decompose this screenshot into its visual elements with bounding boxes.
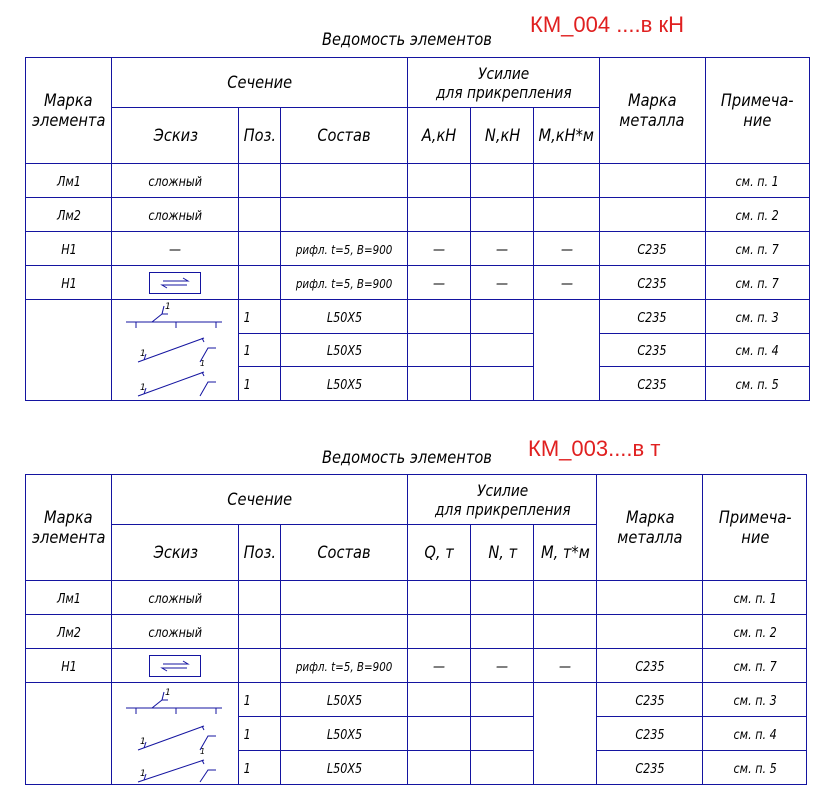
cell-eskiz: сложный (148, 626, 203, 641)
cell-force-1 (408, 367, 471, 401)
svg-text:1: 1 (140, 768, 147, 779)
cell-mark: Лм1 (56, 592, 81, 607)
svg-text:1: 1 (200, 359, 206, 368)
header-sechenie: Сечение (112, 475, 408, 525)
cell-note: см. п. 3 (733, 694, 777, 709)
table-row (26, 164, 810, 198)
cell-force-1: — (433, 276, 446, 292)
cell-note: см. п. 4 (735, 344, 779, 360)
cell-force-1 (408, 717, 471, 751)
cell-force-1 (408, 683, 471, 717)
cell-metal: С235 (637, 243, 667, 258)
cell-sostav: рифл. t=5, B=900 (296, 277, 393, 291)
cell-sostav: L50X5 (326, 694, 362, 709)
cell-metal: С235 (635, 660, 665, 675)
cell-force-3 (534, 683, 597, 785)
header-eskiz: Эскиз (112, 108, 239, 164)
cell-sostav: L50X5 (326, 310, 362, 326)
cell-force-1: — (433, 242, 446, 258)
table-row (26, 649, 807, 683)
svg-text:1: 1 (140, 383, 147, 393)
elements-table (25, 57, 810, 401)
header-force-2: N, т (471, 525, 534, 581)
cell-force-1 (408, 333, 471, 367)
cell-note: см. п. 7 (735, 277, 779, 292)
header-force-1: Q, т (408, 525, 471, 581)
cell-poz: 1 (243, 378, 252, 394)
cell-metal: С235 (637, 378, 667, 394)
cell-mark: Н1 (60, 660, 77, 675)
cell-note: см. п. 1 (735, 175, 779, 190)
table-row (26, 615, 807, 649)
header-primechanie: Примеча- ние (703, 475, 807, 581)
cell-mark: Н1 (60, 243, 77, 258)
header-usilie: Усилие для прикрепления (408, 475, 597, 525)
plate-section-icon (149, 272, 201, 294)
cell-note: см. п. 7 (733, 660, 777, 675)
header-usilie: Усилие для прикрепления (408, 58, 599, 108)
cell-mark: Лм2 (56, 626, 81, 641)
header-force-3: М, т*м (534, 525, 597, 581)
cell-note: см. п. 3 (735, 310, 779, 326)
svg-text:1: 1 (165, 687, 172, 698)
cell-force-1 (408, 751, 471, 785)
header-force-3: М,кН*м (534, 108, 599, 164)
cell-note: см. п. 1 (733, 592, 777, 607)
cell-force-2 (471, 683, 534, 717)
cell-metal: С235 (635, 728, 665, 743)
header-marka-elementa: Марка элемента (26, 475, 112, 581)
cell-force-1: — (433, 659, 446, 675)
cell-mark: Лм2 (56, 209, 81, 224)
cell-mark-empty (26, 683, 112, 785)
header-sechenie: Сечение (112, 58, 408, 108)
cell-eskiz: — (169, 242, 182, 258)
cell-force-2: — (496, 242, 509, 258)
header-poz: Поз. (239, 525, 281, 581)
table-label: КМ_003....в т (528, 436, 661, 461)
table-row (26, 266, 810, 300)
cell-poz: 1 (243, 762, 252, 777)
cell-poz: 1 (243, 344, 252, 360)
cell-eskiz: сложный (148, 175, 203, 190)
table-title: Ведомость элементов (322, 448, 492, 468)
cell-force-3: — (559, 659, 572, 675)
plate-section-icon (149, 655, 201, 677)
cell-metal: С235 (637, 277, 667, 292)
cell-metal: С235 (635, 762, 665, 777)
angle-sketch-icon (112, 300, 239, 401)
table-row (26, 300, 810, 334)
cell-poz: 1 (243, 694, 252, 709)
cell-eskiz (112, 649, 239, 683)
cell-sostav: рифл. t=5, B=900 (296, 243, 393, 257)
header-force-2: N,кН (471, 108, 534, 164)
cell-note: см. п. 2 (733, 626, 777, 641)
cell-note: см. п. 5 (735, 378, 779, 394)
table-label: КМ_004 ....в кН (530, 12, 684, 37)
header-sostav: Состав (281, 108, 408, 164)
cell-force-2: — (496, 276, 509, 292)
header-sostav: Состав (281, 525, 408, 581)
cell-force-2 (471, 751, 534, 785)
table-row (26, 683, 807, 717)
cell-sostav: L50X5 (326, 344, 362, 360)
cell-force-2 (471, 367, 534, 401)
header-poz: Поз. (239, 108, 281, 164)
header-marka-metalla: Марка металла (597, 475, 703, 581)
header-marka-elementa: Марка элемента (26, 58, 112, 164)
cell-force-3: — (560, 276, 573, 292)
table-row (26, 581, 807, 615)
table-title: Ведомость элементов (322, 30, 492, 50)
svg-text:1: 1 (140, 736, 147, 747)
cell-sostav: рифл. t=5, B=900 (296, 660, 393, 674)
cell-mark: Лм1 (56, 175, 81, 190)
cell-eskiz (112, 266, 239, 300)
cell-note: см. п. 4 (733, 728, 777, 743)
table-row (26, 198, 810, 232)
cell-metal: С235 (637, 344, 667, 360)
cell-sostav: L50X5 (326, 378, 362, 394)
cell-force-3: — (560, 242, 573, 258)
svg-text:1: 1 (200, 746, 206, 756)
cell-note: см. п. 7 (735, 243, 779, 258)
cell-eskiz: сложный (148, 209, 203, 224)
header-force-1: А,кН (408, 108, 471, 164)
svg-text:1: 1 (165, 302, 172, 312)
cell-note: см. п. 5 (733, 762, 777, 777)
cell-eskiz: сложный (148, 592, 203, 607)
header-marka-metalla: Марка металла (599, 58, 705, 164)
elements-table (25, 474, 807, 785)
angle-sketch-icon (112, 683, 239, 785)
cell-note: см. п. 2 (735, 209, 779, 224)
cell-poz: 1 (243, 310, 252, 326)
cell-sostav: L50X5 (326, 762, 362, 777)
cell-force-2 (471, 300, 534, 334)
cell-metal: С235 (637, 310, 667, 326)
cell-metal: С235 (635, 694, 665, 709)
table-row (26, 232, 810, 266)
header-eskiz: Эскиз (112, 525, 239, 581)
cell-force-2: — (496, 659, 509, 675)
cell-force-2 (471, 333, 534, 367)
cell-sostav: L50X5 (326, 728, 362, 743)
cell-poz: 1 (243, 728, 252, 743)
cell-force-1 (408, 300, 471, 334)
cell-force-3 (534, 300, 599, 401)
svg-text:1: 1 (140, 349, 147, 359)
header-primechanie: Примеча- ние (705, 58, 809, 164)
cell-force-2 (471, 717, 534, 751)
cell-mark: Н1 (60, 277, 77, 292)
cell-mark-empty (26, 300, 112, 401)
